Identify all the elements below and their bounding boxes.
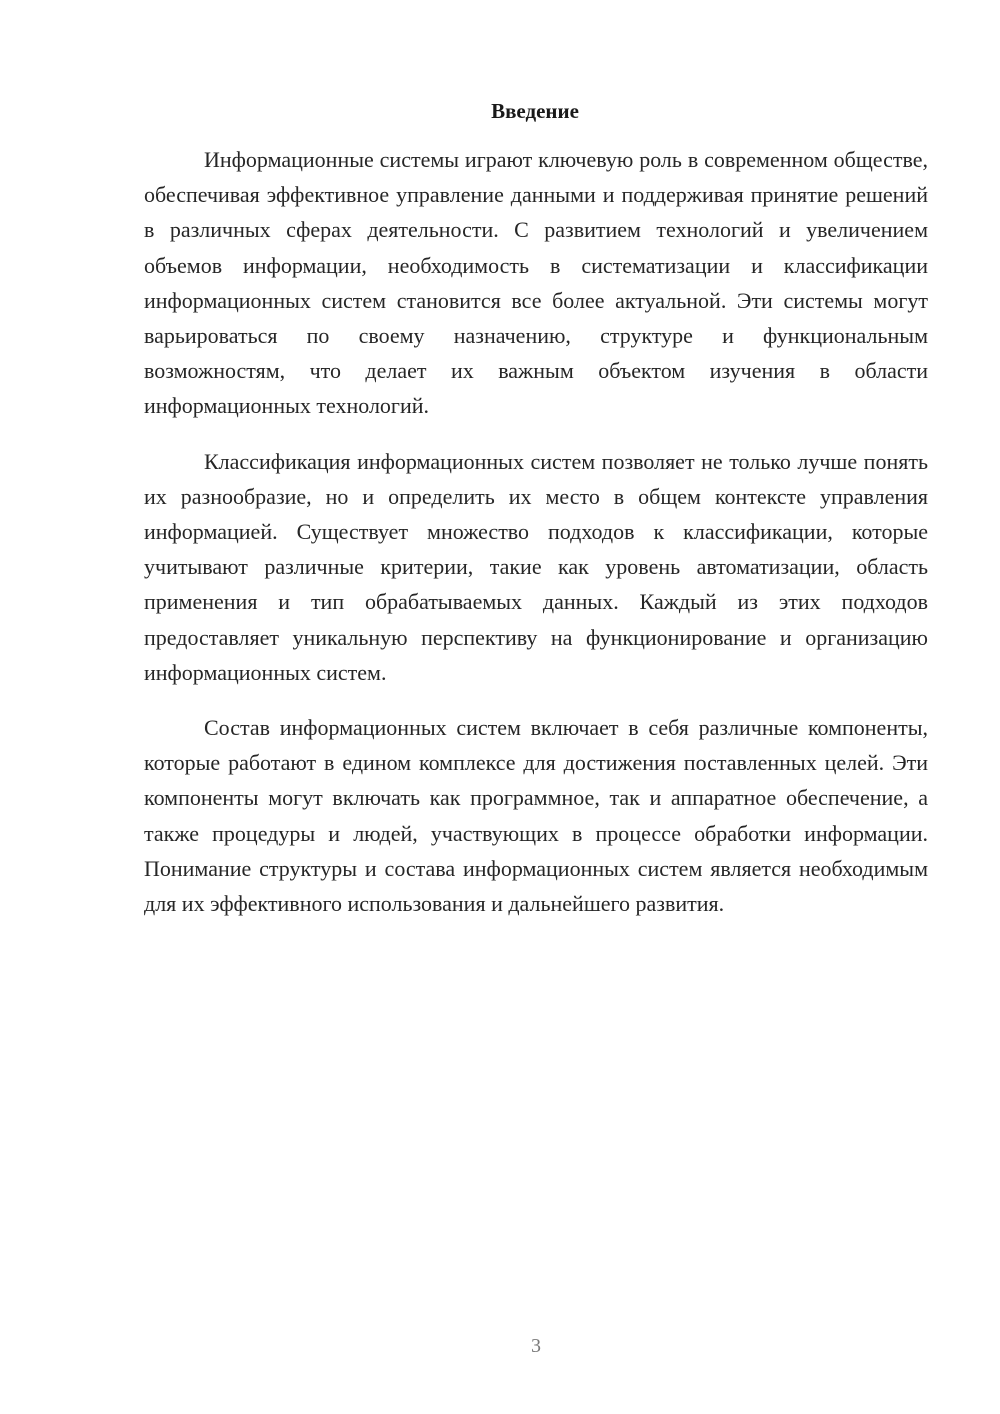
page-number: 3 [531, 1335, 541, 1357]
section-title: Введение [491, 99, 579, 123]
paragraph-3: Состав информационных систем включает в себя различные компоненты, которые работают в едином комплексе для достижения поставленных целей. Эти компоненты могут включать как программное, так и аппаратное обеспечение, а также процедуры и людей, участвующих в процессе обработки информации. Понимание структуры и состава информационных систем является необходимым для их эффективного использования и дальнейшего развития. [144, 715, 928, 917]
paragraph-1: Информационные системы играют ключевую роль в современном обществе, обеспечивая эффективное управление данными и поддерживая принятие решений в различных сферах деятельности. С развитием технологий и увеличением объемов информации, необходимость в систематизации и классификации информационных систем становится все более актуальной. Эти системы могут варьироваться по своему назначению, структуре и функциональным возможностям, что делает их важным объектом изучения в области информационных технологий. [144, 147, 928, 419]
body-text [144, 142, 928, 941]
paragraph-2: Классификация информационных систем позволяет не только лучше понять их разнообразие, но и определить их место в общем контексте управления информацией. Существует множество подходов к классификации, которые учитывают различные критерии, такие как уровень автоматизации, область применения и тип обрабатываемых данных. Каждый из этих подходов предоставляет уникальную перспективу на функционирование и организацию информационных систем. [144, 448, 928, 685]
